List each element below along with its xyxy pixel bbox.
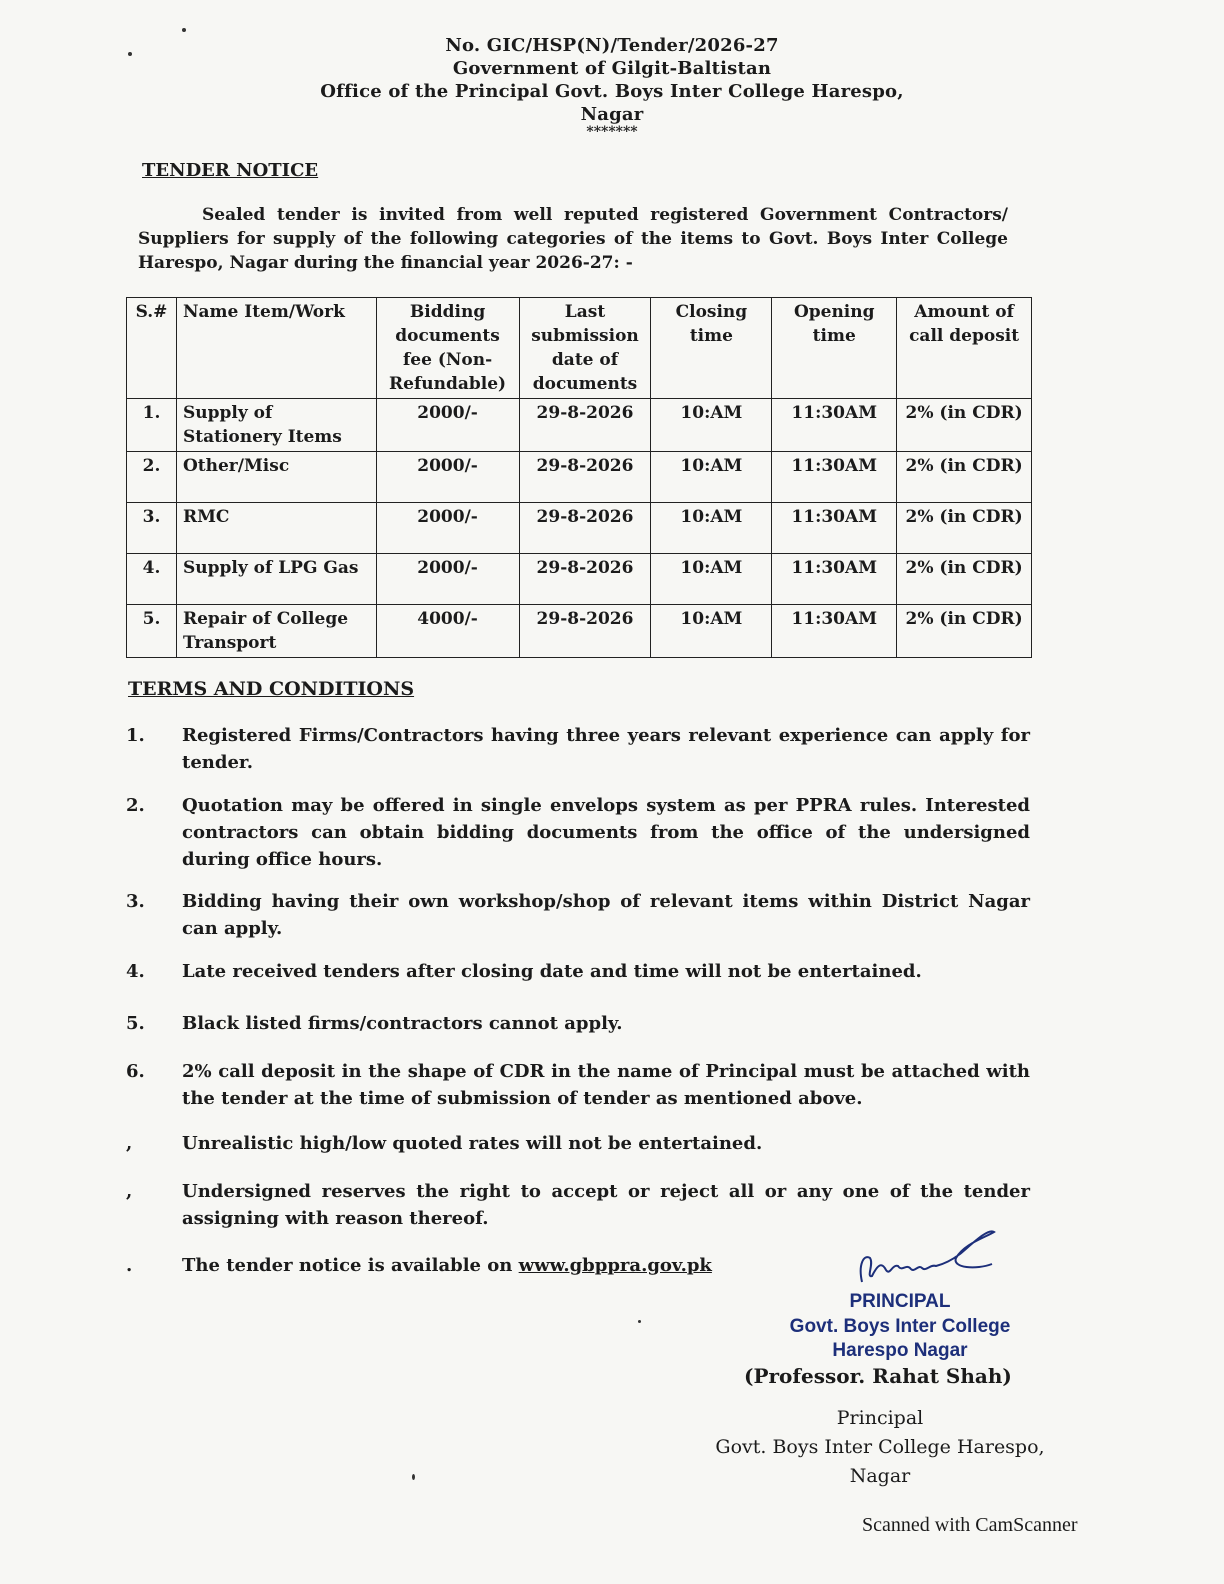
row-last-date: 29-8-2026	[519, 605, 651, 658]
row-deposit: 2% (in CDR)	[897, 554, 1032, 605]
row-item: Supply of Stationery Items	[176, 399, 376, 452]
table-row	[127, 605, 1032, 658]
term-text: Black listed firms/contractors cannot apply.	[182, 1013, 623, 1034]
term-text: Undersigned reserves the right to accept or reject all or any one of the tender assigning with reason thereof.	[182, 1181, 1030, 1229]
signoff-title: Principal	[836, 1407, 924, 1429]
row-opening: 11:30AM	[772, 554, 897, 605]
row-closing: 10:AM	[651, 452, 772, 503]
term-text: Quotation may be offered in single envelops system as per PPRA rules. Interested contractors can obtain bidding documents from the office of the undersigned during office hours.	[182, 795, 1030, 870]
col-header-sn: S.#	[127, 298, 177, 399]
term-number: ,	[126, 1181, 133, 1202]
table-header-row	[127, 298, 1032, 399]
col-header-last-date: Last submission date of documents	[519, 298, 651, 399]
col-header-opening: Opening time	[772, 298, 897, 399]
row-fee: 2000/-	[376, 503, 519, 554]
term-text: Late received tenders after closing date and time will not be entertained.	[182, 961, 922, 982]
scan-speck	[638, 1320, 641, 1323]
col-header-closing: Closing time	[651, 298, 772, 399]
tender-table	[126, 297, 1032, 658]
row-deposit: 2% (in CDR)	[897, 399, 1032, 452]
term-number: .	[126, 1255, 133, 1276]
term-text: 2% call deposit in the shape of CDR in the name of Principal must be attached with the tender at the time of submission of tender as mentioned above.	[182, 1061, 1030, 1109]
row-item: Supply of LPG Gas	[176, 554, 376, 605]
term-number: 2.	[126, 795, 145, 816]
term-number: 4.	[126, 961, 145, 982]
term-number: 5.	[126, 1013, 145, 1034]
term-number: ,	[126, 1133, 133, 1154]
row-closing: 10:AM	[651, 399, 772, 452]
intro-text: Sealed tender is invited from well reputed registered Government Contractors/ Suppliers for supply of the following categories of the items to Govt. Boys Inter College Harespo, Nagar during the financial year 2026-27: -	[138, 205, 1008, 273]
row-item: Repair of College Transport	[176, 605, 376, 658]
principal-signature	[852, 1224, 1002, 1288]
row-sn: 4.	[127, 554, 177, 605]
table-row	[127, 554, 1032, 605]
col-header-item: Name Item/Work	[176, 298, 376, 399]
row-last-date: 29-8-2026	[519, 452, 651, 503]
row-sn: 1.	[127, 399, 177, 452]
header-stars: *******	[586, 124, 638, 140]
letter-header	[0, 34, 1224, 138]
professor-name: (Professor. Rahat Shah)	[744, 1364, 1012, 1388]
row-deposit: 2% (in CDR)	[897, 452, 1032, 503]
signoff-place: Nagar	[849, 1465, 911, 1487]
row-sn: 2.	[127, 452, 177, 503]
row-opening: 11:30AM	[772, 503, 897, 554]
row-item: RMC	[176, 503, 376, 554]
table-row	[127, 503, 1032, 554]
term-number: 6.	[126, 1061, 145, 1082]
gbppra-website-link[interactable]: www.gbppra.gov.pk	[518, 1255, 712, 1276]
row-last-date: 29-8-2026	[519, 554, 651, 605]
row-opening: 11:30AM	[772, 452, 897, 503]
term-text: Bidding having their own workshop/shop of relevant items within District Nagar can apply.	[182, 891, 1030, 939]
row-item: Other/Misc	[176, 452, 376, 503]
row-opening: 11:30AM	[772, 605, 897, 658]
row-fee: 2000/-	[376, 554, 519, 605]
row-fee: 4000/-	[376, 605, 519, 658]
government-name: Government of Gilgit-Baltistan	[452, 58, 772, 79]
term-number: 1.	[126, 725, 145, 746]
term-number: 3.	[126, 891, 145, 912]
scanner-watermark: Scanned with CamScanner	[862, 1514, 1078, 1536]
row-closing: 10:AM	[651, 605, 772, 658]
notice-heading: TENDER NOTICE	[142, 160, 319, 181]
table-row	[127, 452, 1032, 503]
signoff-college: Govt. Boys Inter College Harespo,	[715, 1436, 1045, 1458]
row-fee: 2000/-	[376, 399, 519, 452]
row-fee: 2000/-	[376, 452, 519, 503]
reference-number: No. GIC/HSP(N)/Tender/2026-27	[445, 35, 779, 56]
row-opening: 11:30AM	[772, 399, 897, 452]
stamp-title: PRINCIPAL	[849, 1291, 951, 1312]
scan-speck	[412, 1474, 415, 1480]
term-text-prefix: The tender notice is available on	[182, 1255, 519, 1276]
col-header-fee: Bidding documents fee (Non-Refundable)	[376, 298, 519, 399]
signoff-block	[700, 1404, 1060, 1491]
row-last-date: 29-8-2026	[519, 399, 651, 452]
stamp-place: Harespo Nagar	[832, 1340, 968, 1361]
row-closing: 10:AM	[651, 554, 772, 605]
office-place: Nagar	[580, 104, 644, 125]
term-text: Registered Firms/Contractors having three years relevant experience can apply for tender.	[182, 725, 1030, 773]
col-header-deposit: Amount of call deposit	[897, 298, 1032, 399]
row-closing: 10:AM	[651, 503, 772, 554]
row-sn: 3.	[127, 503, 177, 554]
office-name: Office of the Principal Govt. Boys Inter College Harespo,	[320, 81, 904, 102]
intro-paragraph	[138, 203, 1008, 275]
stamp-college: Govt. Boys Inter College	[789, 1316, 1011, 1337]
terms-heading: TERMS AND CONDITIONS	[128, 678, 415, 700]
row-deposit: 2% (in CDR)	[897, 503, 1032, 554]
row-last-date: 29-8-2026	[519, 503, 651, 554]
table-row	[127, 399, 1032, 452]
term-text: Unrealistic high/low quoted rates will not be entertained.	[182, 1133, 763, 1154]
scan-speck	[182, 28, 186, 32]
row-sn: 5.	[127, 605, 177, 658]
principal-stamp	[770, 1290, 1030, 1363]
row-deposit: 2% (in CDR)	[897, 605, 1032, 658]
